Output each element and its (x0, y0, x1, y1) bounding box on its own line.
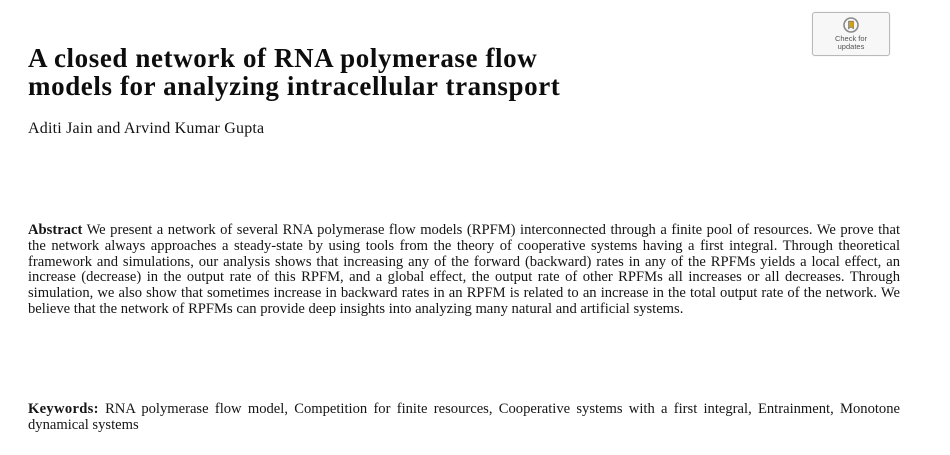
abstract-label: Abstract (28, 222, 83, 238)
keywords-text: RNA polymerase flow model, Competition for finite resources, Cooperative systems with a first integral, Entrainment, Monotone dynamical systems (28, 401, 900, 433)
paper-authors: Aditi Jain and Arvind Kumar Gupta (28, 120, 265, 137)
keywords-label: Keywords: (28, 401, 99, 417)
title-line-1: A closed network of RNA polymerase flow (28, 43, 538, 73)
abstract-text: We present a network of several RNA polymerase flow models (RPFM) interconnected through a finite pool of resources. We prove that the network always approaches a steady-state by using tools from the theory of cooperative systems having a first integral. Through theoretical framework and simulations, our analysis shows that increasing any of the forward (backward) rates in any of the RPFMs yields a local effect, an increase (decrease) in the output rate of this RPFM, and a global effect, the output rate of other RPFMs all increases or all decreases. Through simulation, we also show that sometimes increase in backward rates in an RPFM is related to an increase in the total output rate of the network. We believe that the network of RPFMs can provide deep insights into analyzing many natural and artificial systems. (28, 222, 900, 317)
keywords-paragraph (28, 402, 900, 434)
badge-line-2: updates (837, 42, 865, 51)
badge-line-1: Check for (834, 34, 868, 43)
title-line-2: models for analyzing intracellular transport (28, 71, 561, 101)
paper-title (28, 44, 828, 100)
check-for-updates-icon (843, 17, 859, 33)
abstract-paragraph (28, 223, 900, 318)
